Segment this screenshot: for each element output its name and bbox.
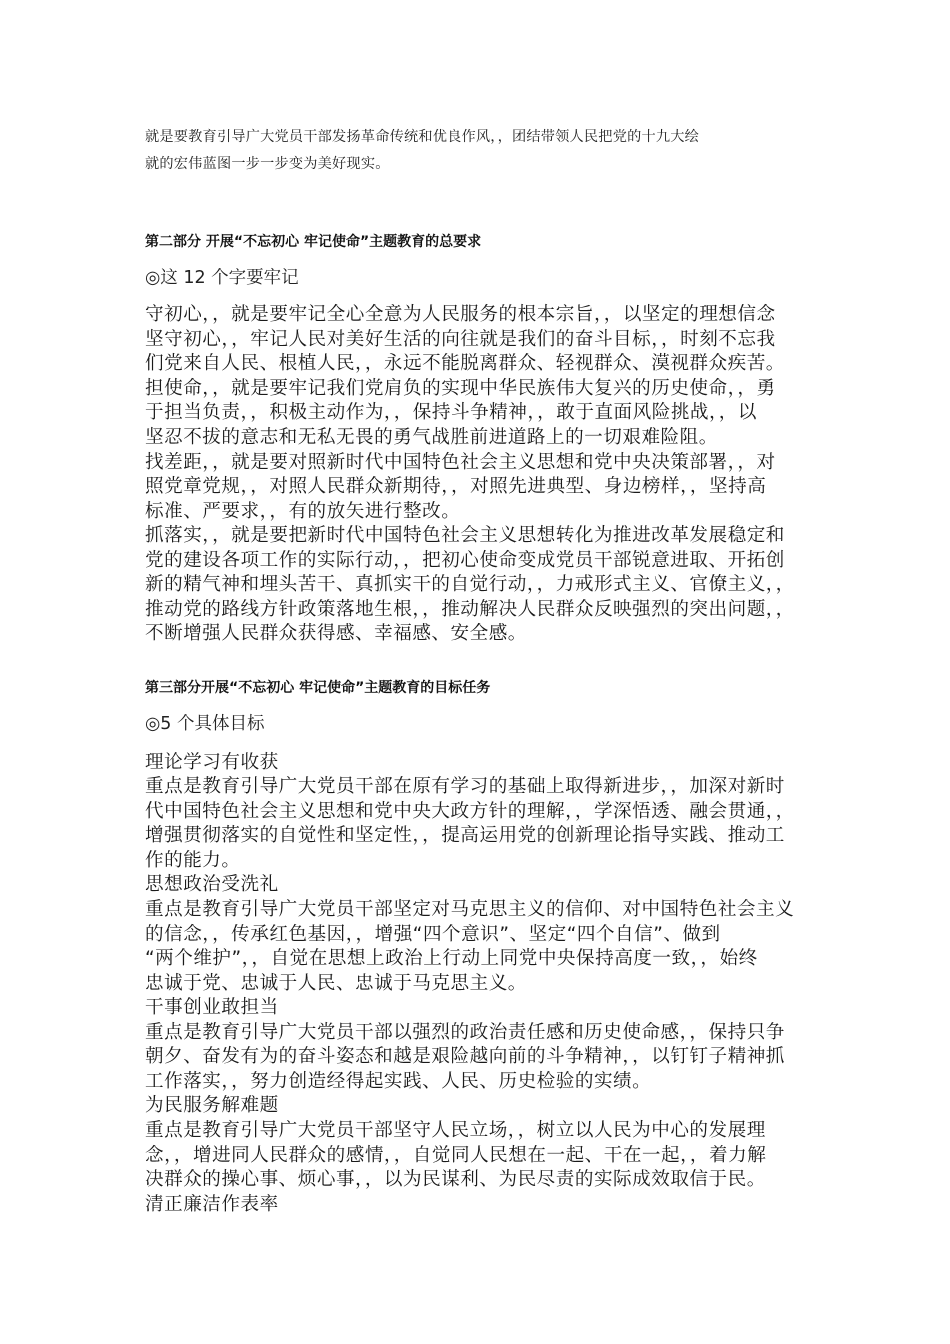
- subheading-line: 为民服务解难题: [145, 1095, 279, 1116]
- body-line: 的信念，，传承红色基因，，增强“四个意识”、坚定“四个自信”、做到: [145, 924, 721, 945]
- body-line: 重点是教育引导广大党员干部坚定对马克思主义的信仰、对中国特色社会主义: [145, 899, 795, 920]
- body-line: 作的能力。: [145, 850, 241, 871]
- body-line: 重点是教育引导广大党员干部在原有学习的基础上取得新进步，，加深对新时: [145, 776, 785, 797]
- subheading-line: 思想政治受洗礼: [145, 874, 279, 895]
- body-line: 决群众的操心事、烦心事，，以为民谋利、为民尽责的实际成效取信于民。: [145, 1169, 766, 1190]
- body-line: 抓落实，，就是要把新时代中国特色社会主义思想转化为推进改革发展稳定和: [145, 525, 785, 546]
- intro-line: 就的宏伟蓝图一步一步变为美好现实。: [145, 156, 390, 172]
- body-line: 担使命，，就是要牢记我们党肩负的实现中华民族伟大复兴的历史使命，，勇: [145, 378, 776, 399]
- body-line: 守初心，，就是要牢记全心全意为人民服务的根本宗旨，，以坚定的理想信念: [145, 304, 776, 325]
- section-heading-part3: 第三部分开展“不忘初心 牢记使命”主题教育的目标任务: [145, 680, 491, 696]
- intro-line: 就是要教育引导广大党员干部发扬革命传统和优良作风，，团结带领人民把党的十九大绘: [145, 129, 700, 145]
- body-line: 坚忍不拔的意志和无私无畏的勇气战胜前进道路上的一切艰难险阻。: [145, 427, 718, 448]
- bullet-item: ◎这 12 个字要牢记: [145, 268, 299, 288]
- body-line: 照党章党规，，对照人民群众新期待，，对照先进典型、身边榜样，，坚持高: [145, 476, 767, 497]
- section-heading-part2: 第二部分 开展“不忘初心 牢记使命”主题教育的总要求: [145, 234, 482, 250]
- bullet-item: ◎5 个具体目标: [145, 714, 265, 734]
- body-line: 标准、严要求，，有的放矢进行整改。: [145, 501, 461, 522]
- subheading-line: 理论学习有收获: [145, 752, 279, 773]
- body-line: 不断增强人民群众获得感、幸福感、安全感。: [145, 623, 527, 644]
- body-line: 新的精气神和埋头苦干、真抓实干的自觉行动，，力戒形式主义、官僚主义，，: [145, 574, 795, 595]
- body-line: 推动党的路线方针政策落地生根，，推动解决人民群众反映强烈的突出问题，，: [145, 599, 795, 620]
- subheading-line: 清正廉洁作表率: [145, 1194, 279, 1215]
- body-line: 忠诚于党、忠诚于人民、忠诚于马克思主义。: [145, 973, 527, 994]
- body-line: 找差距，，就是要对照新时代中国特色社会主义思想和党中央决策部署，，对: [145, 452, 776, 473]
- body-line: 代中国特色社会主义思想和党中央大政方针的理解，，学深悟透、融会贯通，，: [145, 801, 795, 822]
- body-line: 坚守初心，，牢记人民对美好生活的向往就是我们的奋斗目标，，时刻不忘我: [145, 329, 776, 350]
- body-line: 朝夕、奋发有为的奋斗姿态和越是艰险越向前的斗争精神，，以钉钉子精神抓: [145, 1046, 785, 1067]
- body-line: 党的建设各项工作的实际行动，，把初心使命变成党员干部锐意进取、开拓创: [145, 550, 785, 571]
- body-line: “两个维护”，，自觉在思想上政治上行动上同党中央保持高度一致，，始终: [145, 948, 758, 969]
- body-line: 念，，增进同人民群众的感情，，自觉同人民想在一起、干在一起，，着力解: [145, 1145, 767, 1166]
- body-line: 增强贯彻落实的自觉性和坚定性，，提高运用党的创新理论指导实践、推动工: [145, 825, 785, 846]
- body-line: 重点是教育引导广大党员干部坚守人民立场，，树立以人民为中心的发展理: [145, 1120, 766, 1141]
- body-line: 于担当负责，，积极主动作为，，保持斗争精神，，敢于直面风险挑战，，以: [145, 402, 757, 423]
- body-line: 工作落实，，努力创造经得起实践、人民、历史检验的实绩。: [145, 1071, 652, 1092]
- body-line: 们党来自人民、根植人民，，永远不能脱离群众、轻视群众、漠视群众疾苦。: [145, 353, 785, 374]
- subheading-line: 干事创业敢担当: [145, 997, 279, 1018]
- body-line: 重点是教育引导广大党员干部以强烈的政治责任感和历史使命感，，保持只争: [145, 1022, 785, 1043]
